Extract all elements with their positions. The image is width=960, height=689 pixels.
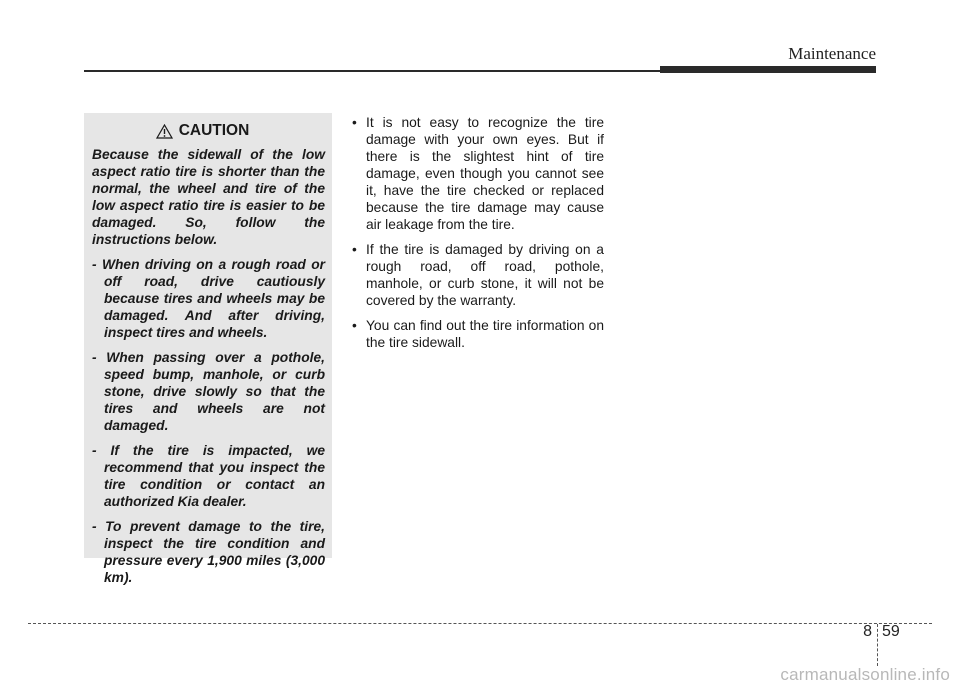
list-item	[352, 114, 604, 233]
watermark: carmanualsonline.info	[780, 665, 950, 684]
caution-item: - To prevent damage to the tire, inspect the tire condition and pressure every 1,900 miles (3,000 km).	[92, 519, 325, 585]
warning-triangle-icon	[156, 124, 173, 139]
list-item	[352, 241, 604, 309]
list-item-text: You can find out the tire information on the tire sidewall.	[366, 318, 604, 350]
caution-item: - When driving on a rough road or off road, drive cautiously because tires and wheels may be damaged. And after driving, inspect tires and wheels.	[92, 257, 325, 340]
footer-dashed-divider	[877, 624, 878, 666]
page-number: 59	[882, 623, 900, 640]
list-item	[352, 317, 604, 351]
chapter-number: 8	[863, 623, 872, 640]
caution-title: CAUTION	[178, 122, 250, 139]
caution-box	[84, 113, 332, 585]
list-item-text: It is not easy to recognize the tire damage with your own eyes. But if there is the slightest hint of tire damage, even though you cannot see it, have the tire checked or replaced because the tire damage may cause air leakage from the tire.	[366, 115, 604, 232]
footer-dashed-line	[28, 623, 932, 624]
caution-intro: Because the sidewall of the low aspect ratio tire is shorter than the normal, the wheel and tire of the low aspect ratio tire is easier to be damaged. So, follow the instructions below.	[92, 147, 325, 247]
bullet-glyph: •	[352, 242, 357, 257]
section-title: Maintenance	[788, 44, 876, 63]
bullet-glyph: •	[352, 115, 357, 130]
header-rule-thin	[84, 70, 660, 72]
list-item-text: If the tire is damaged by driving on a rough road, off road, pothole, manhole, or curb stone, it will not be covered by the warranty.	[366, 242, 604, 308]
caution-item: - If the tire is impacted, we recommend that you inspect the tire condition or contact an authorized Kia dealer.	[92, 443, 325, 509]
bullet-list	[352, 114, 604, 359]
header-rule-thick	[660, 66, 876, 73]
caution-header	[92, 122, 325, 140]
caution-item: - When passing over a pothole, speed bump, manhole, or curb stone, drive slowly so that the tires and wheels are not damaged.	[92, 350, 325, 433]
bullet-glyph: •	[352, 318, 357, 333]
